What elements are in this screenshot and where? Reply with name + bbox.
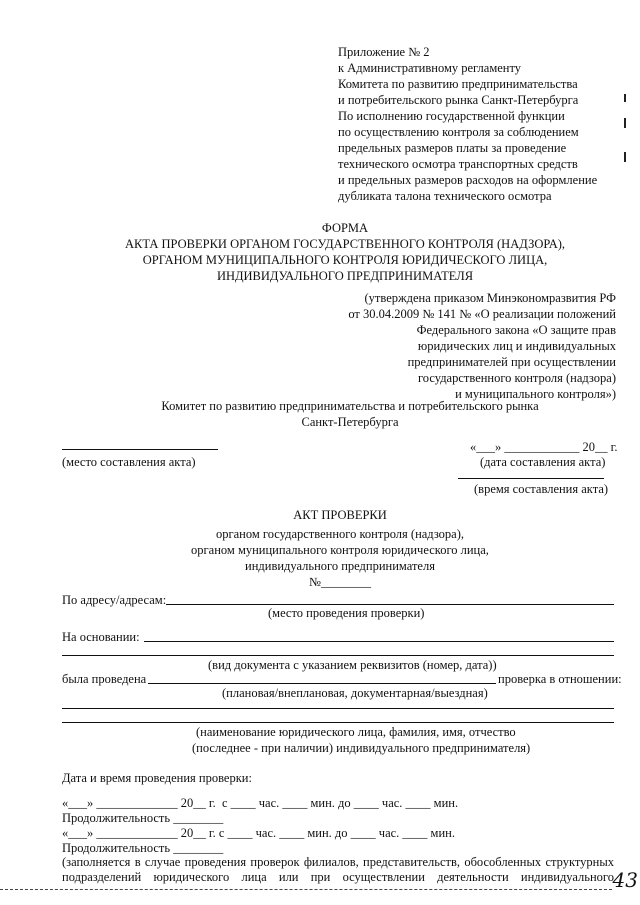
approved-block: [316, 290, 616, 402]
place-caption: (место составления акта): [62, 455, 196, 469]
time-line: [458, 478, 604, 479]
scan-mark: [624, 152, 626, 162]
basis-line2: [62, 655, 614, 656]
appendix-line: и потребительского рынка Санкт-Петербурга: [338, 93, 579, 107]
date-template: «___» ____________ 20__ г.: [470, 440, 618, 454]
regarding-label: проверка в отношении:: [498, 672, 622, 686]
scan-mark: [624, 94, 626, 102]
act-title-line: АКТ ПРОВЕРКИ: [293, 508, 387, 522]
form-title-line: ФОРМА: [321, 221, 369, 235]
scan-edge-line: [0, 889, 612, 890]
entity-caption1: (наименование юридического лица, фамилия, имя, отчество: [196, 725, 516, 739]
act-title-line: органом муниципального контроля юридического лица,: [191, 543, 489, 557]
duration1: Продолжительность ________: [62, 811, 224, 825]
page-number: 43: [612, 868, 638, 892]
date-row2: «___» _____________ 20__ г. с ____ час. ____ мин. до ____ час. ____ мин.: [62, 826, 455, 840]
approved-line: государственного контроля (надзора): [417, 371, 616, 385]
type-caption: (плановая/внеплановая, документарная/выездная): [222, 686, 488, 700]
committee-line1: Комитет по развитию предпринимательства и потребительского рынка: [161, 399, 539, 413]
approved-line: предпринимателей при осуществлении: [407, 355, 616, 369]
entity-caption2: (последнее - при наличии) индивидуального предпринимателя): [192, 741, 531, 755]
form-title-line: ИНДИВИДУАЛЬНОГО ПРЕДПРИНИМАТЕЛЯ: [216, 269, 474, 283]
conducted-label: была проведена: [62, 672, 147, 686]
form-title-line: ОРГАНОМ МУНИЦИПАЛЬНОГО КОНТРОЛЯ ЮРИДИЧЕСКОГО ЛИЦА,: [142, 253, 548, 267]
appendix-line: дубликата талона технического осмотра: [338, 189, 552, 203]
time-caption: (время составления акта): [474, 482, 609, 496]
form-title: [60, 220, 630, 284]
committee-block: [90, 398, 610, 430]
address-caption: (место проведения проверки): [268, 606, 425, 620]
approved-line: и муниципального контроля»): [455, 387, 616, 401]
act-title-line: органом государственного контроля (надзора),: [215, 527, 465, 541]
form-title-line: АКТА ПРОВЕРКИ ОРГАНОМ ГОСУДАРСТВЕННОГО КОНТРОЛЯ (НАДЗОРА),: [124, 237, 566, 251]
date-caption: (дата составления акта): [480, 455, 606, 469]
basis-label: На основании:: [62, 630, 140, 644]
basis-caption: (вид документа с указанием реквизитов (номер, дата)): [208, 658, 497, 672]
act-number: №________: [309, 575, 371, 589]
appendix-line: Комитета по развитию предпринимательства: [338, 77, 578, 91]
appendix-line: и предельных размеров расходов на оформление: [338, 173, 598, 187]
place-line: [62, 449, 218, 450]
appendix-line: По исполнению государственной функции: [338, 109, 565, 123]
approved-line: от 30.04.2009 № 141 № «О реализации положений: [348, 307, 616, 321]
act-title-line: индивидуального предпринимателя: [245, 559, 435, 573]
appendix-line: Приложение № 2: [338, 45, 430, 59]
act-title: [100, 507, 580, 590]
note-line2: подразделений юридического лица или при осуществлении деятельности индивидуального: [62, 870, 614, 884]
appendix-line: предельных размеров платы за проведение: [338, 141, 567, 155]
note-line1: (заполняется в случае проведения проверок филиалов, представительств, обособленных структурных: [62, 855, 614, 869]
appendix-line: технического осмотра транспортных средств: [338, 157, 578, 171]
date-row1: «___» _____________ 20__ г. с ____ час. ____ мин. до ____ час. ____ мин.: [62, 796, 459, 810]
entity-line1: [62, 708, 614, 709]
basis-line: [144, 641, 614, 642]
appendix-line: по осуществлению контроля за соблюдением: [338, 125, 579, 139]
conducted-line: [148, 683, 496, 684]
scan-mark: [624, 118, 626, 128]
committee-line2: Санкт-Петербурга: [301, 415, 399, 429]
duration2: Продолжительность ________: [62, 841, 224, 855]
datetime-label: Дата и время проведения проверки:: [62, 771, 252, 785]
approved-line: (утверждена приказом Минэкономразвития РФ: [364, 291, 616, 305]
approved-line: Федерального закона «О защите прав: [416, 323, 616, 337]
entity-line2: [62, 722, 614, 723]
appendix-block: [338, 44, 628, 204]
approved-line: юридических лиц и индивидуальных: [417, 339, 616, 353]
address-label: По адресу/адресам:: [62, 593, 167, 607]
appendix-line: к Административному регламенту: [338, 61, 522, 75]
